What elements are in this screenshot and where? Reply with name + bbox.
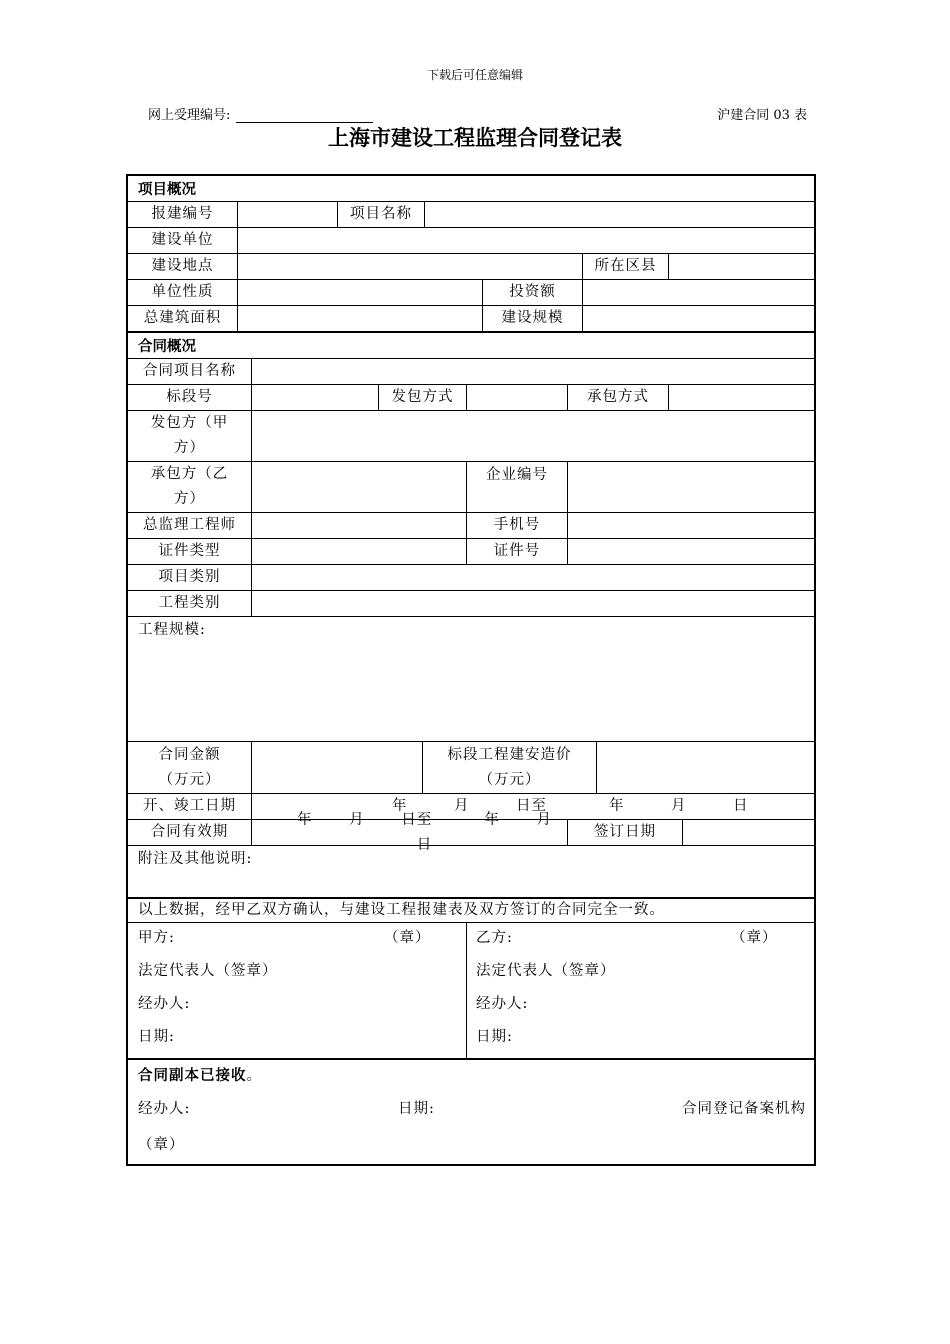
total-area-field[interactable] [237,306,482,331]
mobile-field[interactable] [567,513,814,538]
party-a-seal: （章） [384,930,431,946]
amount-label [128,742,251,793]
registration-form [126,174,816,1166]
party-a-date: 日期: [138,1029,175,1045]
party-a-label [128,411,251,461]
engineering-scale-label: 工程规模: [138,622,206,638]
party-b-label [128,462,251,512]
party-b-label-line2: 方） [174,491,205,507]
party-a-label-line2: 方） [174,440,205,456]
party-b-field[interactable] [251,462,466,512]
install-cost-field[interactable] [596,742,814,793]
party-b-seal: （章） [731,930,778,946]
receipt-title [138,1064,262,1085]
scale-label: 建设规模 [482,306,582,331]
cert-no-field[interactable] [567,539,814,564]
section-no-field[interactable] [251,385,378,410]
install-cost-label [422,742,596,793]
party-a-sign-label: 甲方: [138,930,175,946]
chief-engineer-field[interactable] [251,513,466,538]
row-unit-nature [128,280,814,306]
work-dates-field[interactable]: 年 月 日至 年 月 日 [251,794,814,819]
cert-no-label: 证件号 [466,539,567,564]
receipt-date: 日期: [398,1101,435,1117]
item-name-field[interactable] [251,359,814,384]
project-name-label: 项目名称 [337,202,424,227]
validity-label: 合同有效期 [150,824,229,840]
enterprise-no-label: 企业编号 [466,462,567,512]
row-cert-type [128,539,814,565]
row-builder [128,228,814,254]
row-site [128,254,814,280]
row-item-name [128,359,814,385]
contract-method-field[interactable] [668,385,814,410]
scale-field[interactable] [582,306,814,331]
amount-label-line1: 合同金额 [158,746,221,763]
receipt-number-label: 网上受理编号: [148,108,231,123]
section-no-label: 标段号 [166,389,213,405]
receipt-handler: 经办人: [138,1101,191,1117]
party-a-handler: 经办人: [138,996,191,1012]
party-a-legal-rep: 法定代表人（签章） [138,963,278,979]
row-total-area [128,306,814,333]
install-cost-label-line1: 标段工程建安造价 [447,746,572,763]
work-dates-label: 开、竣工日期 [143,798,236,814]
download-note: 下载后可任意编辑 [426,68,523,82]
confirm-statement: 以上数据，经甲乙双方确认，与建设工程报建表及双方签订的合同完全一致。 [138,902,665,918]
investment-field[interactable] [582,280,814,305]
contract-section-row [128,333,814,359]
cert-type-label: 证件类型 [158,543,221,559]
row-section-no [128,385,814,411]
amount-label-line2: （万元） [158,771,221,788]
page-title: 上海市建设工程监理合同登记表 [328,126,622,150]
unit-nature-label: 单位性质 [151,284,214,300]
chief-engineer-label: 总监理工程师 [143,517,236,533]
party-b-label-line1: 承包方（乙 [150,466,229,482]
row-report-no [128,202,814,228]
item-name-label: 合同项目名称 [143,363,236,379]
row-receipt[interactable] [128,1060,814,1168]
install-cost-label-line2: （万元） [478,771,541,788]
row-amount [128,742,814,794]
row-signatures [128,923,814,1060]
party-b-sign-label: 乙方: [476,930,513,946]
project-section-title: 项目概况 [138,182,196,198]
receipt-agency: 合同登记备案机构 [682,1101,806,1117]
row-party-b [128,462,814,513]
district-label: 所在区县 [582,254,668,279]
report-no-field[interactable] [237,202,337,227]
party-b-handler: 经办人: [476,996,529,1012]
total-area-label: 总建筑面积 [143,310,222,326]
row-remarks[interactable] [128,846,814,899]
validity-field[interactable]: 年 月 日至 年 月 日 [251,820,567,845]
builder-field[interactable] [237,228,814,253]
contract-method-label: 承包方式 [567,385,668,410]
receipt-title-period: 。 [246,1068,262,1084]
district-field[interactable] [668,254,814,279]
receipt-number [148,104,373,123]
site-field[interactable] [237,254,582,279]
project-section-row [128,176,814,202]
award-method-label: 发包方式 [378,385,466,410]
project-name-field[interactable] [424,202,814,227]
row-chief-engineer [128,513,814,539]
row-project-category [128,565,814,591]
party-b-signature-block[interactable] [466,923,814,1058]
party-a-field[interactable] [251,411,814,461]
engineering-category-field[interactable] [251,591,814,616]
party-b-legal-rep: 法定代表人（签章） [476,963,616,979]
row-engineering-scale[interactable] [128,617,814,742]
party-b-date: 日期: [476,1029,513,1045]
enterprise-no-field[interactable] [567,462,814,512]
amount-field[interactable] [251,742,422,793]
row-validity [128,811,814,853]
party-a-signature-block[interactable] [128,923,466,1058]
project-category-field[interactable] [251,565,814,590]
unit-nature-field[interactable] [237,280,482,305]
project-category-label: 项目类别 [158,569,221,585]
row-confirm-statement [128,899,814,923]
row-engineering-category [128,591,814,617]
contract-section-title: 合同概况 [138,339,196,355]
receipt-seal: （章） [138,1137,185,1153]
form-code: 沪建合同 03 表 [717,108,807,123]
award-method-field[interactable] [466,385,567,410]
report-no-label: 报建编号 [151,206,214,222]
party-a-label-line1: 发包方（甲 [150,415,229,431]
mobile-label: 手机号 [466,513,567,538]
receipt-title-text: 合同副本已接收 [138,1068,247,1084]
remarks-label: 附注及其他说明: [138,851,253,867]
cert-type-field[interactable] [251,539,466,564]
row-party-a [128,411,814,462]
builder-label: 建设单位 [151,232,214,248]
site-label: 建设地点 [151,258,214,274]
sign-date-label: 签订日期 [567,820,682,845]
investment-label: 投资额 [482,280,582,305]
engineering-category-label: 工程类别 [158,595,221,611]
sign-date-field[interactable] [682,820,814,845]
